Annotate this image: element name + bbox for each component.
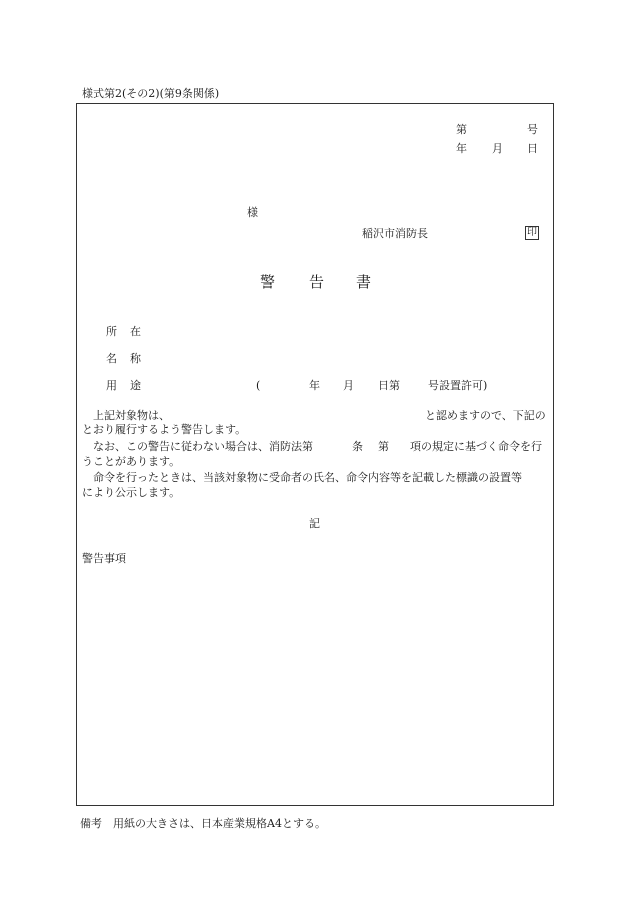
para3-line2: により公示します。 xyxy=(82,486,181,499)
para2-line1-c: 第 xyxy=(378,440,389,453)
name-label-2: 称 xyxy=(130,352,141,365)
date-hi: 日 xyxy=(527,142,538,155)
para1-line1-left: 上記対象物は、 xyxy=(93,409,170,422)
name-label-1: 名 xyxy=(106,352,117,365)
permit-hi-dai: 日第 xyxy=(378,379,400,392)
para2-line2: うことがあります。 xyxy=(82,455,181,468)
warning-items-label: 警告事項 xyxy=(82,552,126,565)
addressee-sama: 様 xyxy=(247,206,258,219)
location-label-1: 所 xyxy=(106,325,117,338)
para1-line2: とおり履行するよう警告します。 xyxy=(82,423,247,436)
para2-line1-b: 条 xyxy=(352,440,363,453)
para2-line1-a: なお、この警告に従わない場合は、消防法第 xyxy=(93,440,313,453)
permit-tsuki: 月 xyxy=(343,379,354,392)
location-label-2: 在 xyxy=(130,325,141,338)
title-char-1: 警 xyxy=(260,273,277,291)
number-dai: 第 xyxy=(456,123,467,136)
date-tsuki: 月 xyxy=(492,142,503,155)
para2-line1-d: 項の規定に基づく命令を行 xyxy=(410,440,542,453)
permit-go-text: 号設置許可) xyxy=(428,379,488,392)
title-char-2: 告 xyxy=(309,273,326,291)
footnote-text: 用紙の大きさは、日本産業規格A4とする。 xyxy=(113,817,326,830)
para3-line1: 命令を行ったときは、当該対象物に受命者の氏名、命令内容等を記載した標識の設置等 xyxy=(93,471,522,484)
permit-open-paren: ( xyxy=(256,379,261,392)
form-label: 様式第2(その2)(第9条関係) xyxy=(82,87,220,100)
title-char-3: 書 xyxy=(356,273,373,291)
number-go: 号 xyxy=(527,123,538,136)
seal-mark: 印 xyxy=(527,227,537,238)
permit-nen: 年 xyxy=(309,379,320,392)
footnote-label: 備考 xyxy=(80,817,102,830)
issuer-name: 稲沢市消防長 xyxy=(362,227,428,240)
para1-line1-right: と認めますので、下記の xyxy=(425,409,546,422)
ki-mark: 記 xyxy=(309,517,320,530)
usage-label-2: 途 xyxy=(130,379,141,392)
usage-label-1: 用 xyxy=(106,379,117,392)
date-nen: 年 xyxy=(456,142,467,155)
